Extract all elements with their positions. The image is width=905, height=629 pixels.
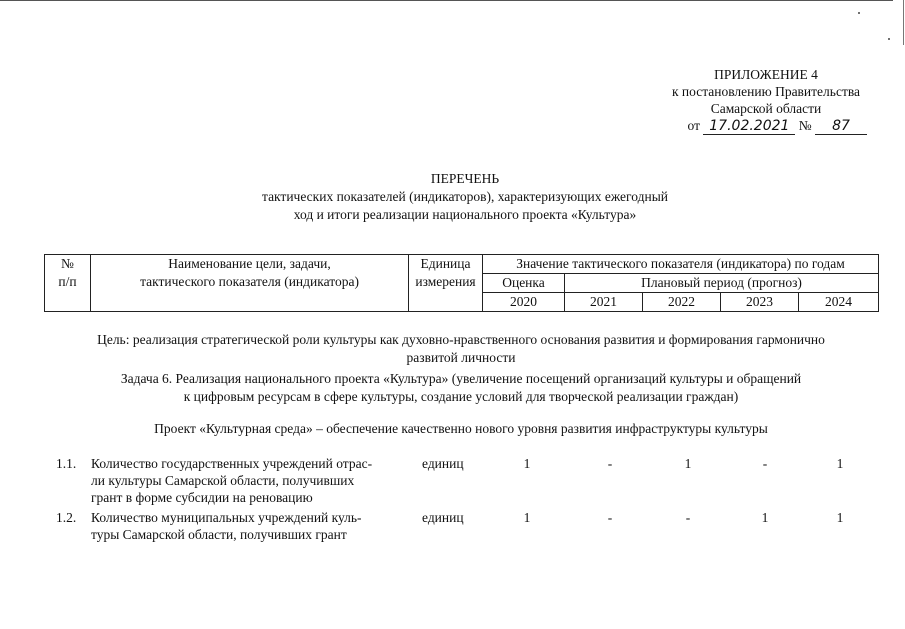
row-name-line: ли культуры Самарской области, получивших	[91, 473, 355, 488]
row-value-2021: -	[607, 510, 613, 525]
row-number: 1.1.	[56, 456, 77, 471]
row-value-2021: -	[607, 456, 613, 471]
header-cell-plan-period: Плановый период (прогноз)	[565, 274, 879, 293]
row-name-line: Количество муниципальных учреждений куль-	[91, 510, 362, 525]
task-text	[44, 370, 878, 406]
goal-text	[44, 331, 878, 367]
appendix-date-line	[688, 118, 868, 135]
appendix-block	[651, 66, 881, 117]
header-cell-name	[91, 255, 409, 312]
goal-line2: развитой личности	[406, 350, 516, 365]
title-line1: тактических показателей (индикаторов), характеризующих ежегодный	[262, 189, 668, 204]
scan-edge-right	[903, 0, 904, 45]
row-number: 1.2.	[56, 510, 77, 525]
header-cell-values: Значение тактического показателя (индикатора) по годам	[483, 255, 879, 274]
row-value-2023: -	[762, 456, 768, 471]
row-name-line: туры Самарской области, получивших грант	[91, 527, 347, 542]
row-value-2022: -	[685, 510, 691, 525]
row-name	[91, 455, 409, 506]
row-value-2022: 1	[684, 456, 692, 471]
header-cell-estimate: Оценка	[483, 274, 565, 293]
row-unit: единиц	[422, 456, 464, 471]
header-number-line1: №	[61, 256, 74, 271]
scan-edge-top	[0, 0, 893, 1]
row-name	[91, 509, 409, 543]
header-number-line2: п/п	[58, 274, 77, 289]
scan-speck	[888, 38, 890, 40]
handwritten-date: 17.02.2021	[703, 119, 795, 135]
document-title	[0, 170, 905, 224]
header-name-line2: тактического показателя (индикатора)	[140, 274, 359, 289]
row-value-2020: 1	[523, 456, 531, 471]
indicators-table-header	[44, 254, 879, 312]
title-heading: ПЕРЕЧЕНЬ	[430, 171, 500, 186]
appendix-line1: к постановлению Правительства	[671, 84, 861, 99]
header-year-2022: 2022	[643, 293, 721, 312]
header-name-line1: Наименование цели, задачи,	[168, 256, 331, 271]
row-name-line: грант в форме субсидии на реновацию	[91, 490, 313, 505]
header-unit-line2: измерения	[415, 274, 476, 289]
project-text: Проект «Культурная среда» – обеспечение качественно нового уровня развития инфраструктуры культуры	[154, 421, 768, 436]
number-sign: №	[798, 118, 812, 133]
handwritten-number: 87	[815, 119, 867, 135]
header-unit-line1: Единица	[420, 256, 471, 271]
title-line2: ход и итоги реализации национального проекта «Культура»	[293, 207, 637, 222]
appendix-line2: Самарской области	[710, 101, 822, 116]
date-prefix: от	[687, 118, 700, 133]
row-value-2024: 1	[836, 510, 844, 525]
header-year-2021: 2021	[565, 293, 643, 312]
row-unit: единиц	[422, 510, 464, 525]
header-cell-unit	[409, 255, 483, 312]
header-year-2024: 2024	[799, 293, 879, 312]
appendix-title: ПРИЛОЖЕНИЕ 4	[714, 67, 818, 82]
header-cell-number	[45, 255, 91, 312]
row-name-line: Количество государственных учреждений отрас-	[91, 456, 373, 471]
goal-line1: Цель: реализация стратегической роли культуры как духовно-нравственного основания развития и формирования гармонично	[97, 332, 825, 347]
scan-speck	[858, 12, 860, 14]
row-value-2020: 1	[523, 510, 531, 525]
task-line1: Задача 6. Реализация национального проекта «Культура» (увеличение посещений организаций культуры и обращений	[120, 371, 802, 386]
task-line2: к цифровым ресурсам в сфере культуры, создание условий для творческой реализации граждан)	[183, 389, 739, 404]
header-year-2020: 2020	[483, 293, 565, 312]
row-value-2024: 1	[836, 456, 844, 471]
header-year-2023: 2023	[721, 293, 799, 312]
row-value-2023: 1	[761, 510, 769, 525]
